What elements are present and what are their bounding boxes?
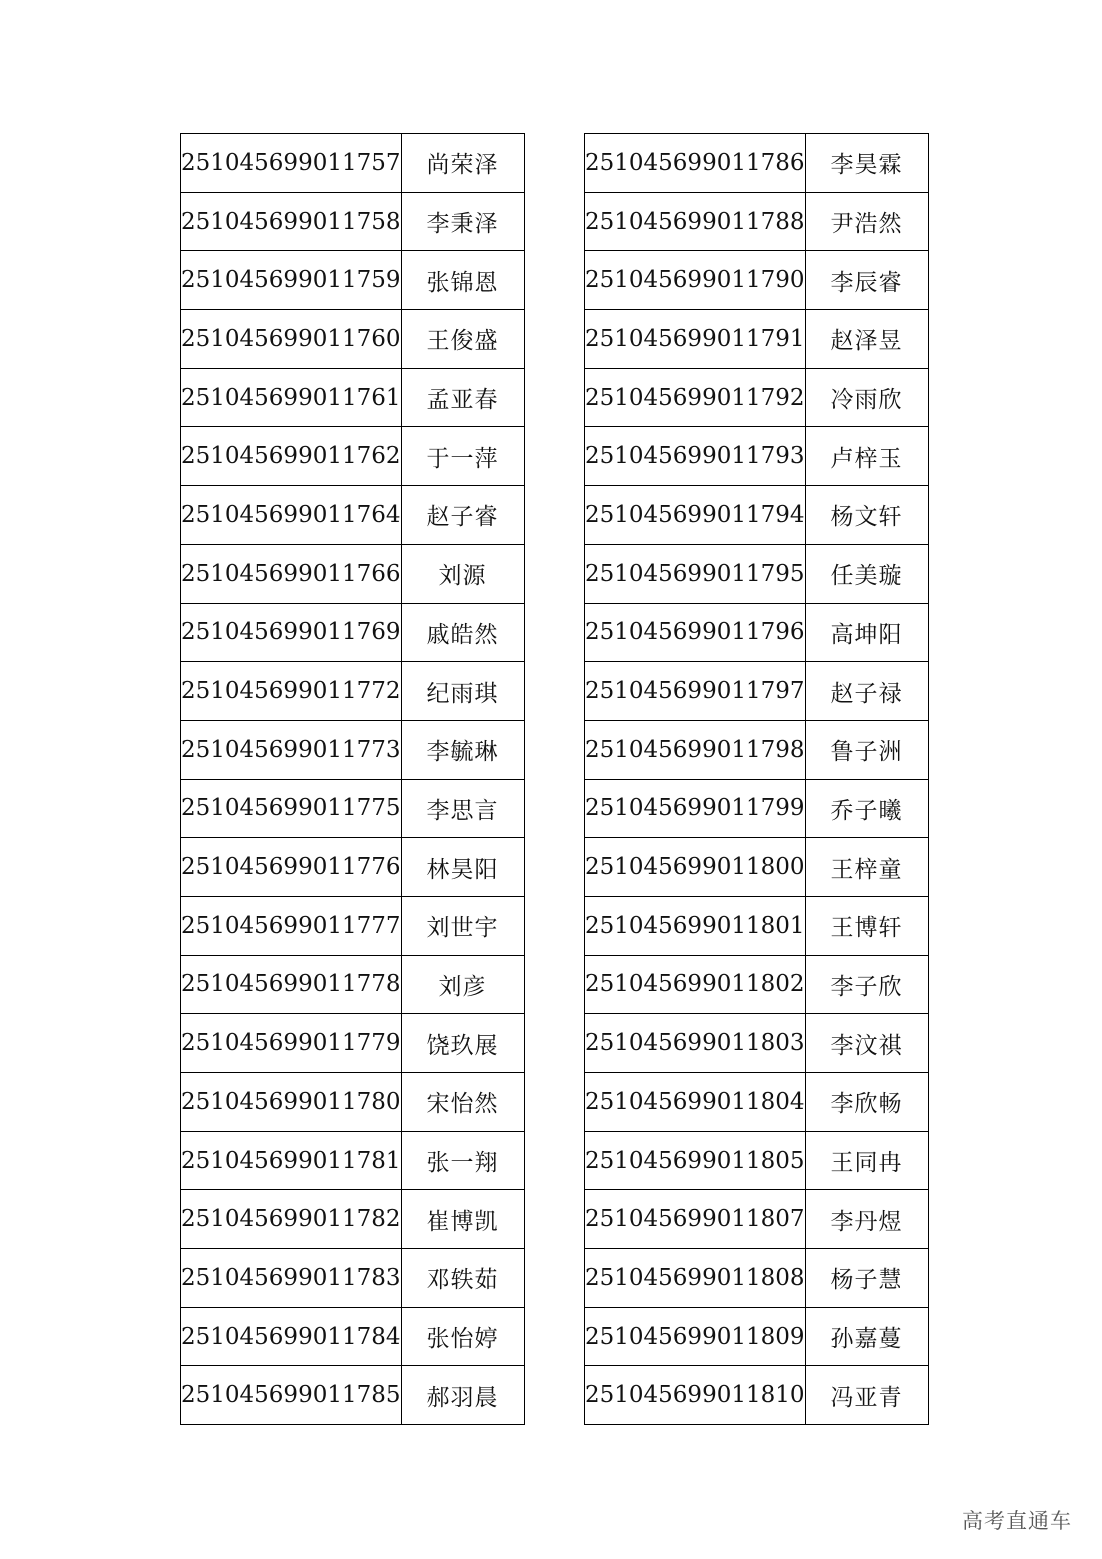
- candidate-name-cell: 饶玖展: [401, 1014, 524, 1073]
- candidate-id-cell: 251045699011791: [585, 310, 806, 369]
- candidate-name-cell: 李辰睿: [805, 251, 928, 310]
- candidate-id-cell: 251045699011790: [585, 251, 806, 310]
- candidate-name-cell: 杨文轩: [805, 486, 928, 545]
- roster-table-left: [180, 133, 525, 1425]
- candidate-id-cell: 251045699011794: [585, 486, 806, 545]
- candidate-name-cell: 任美璇: [805, 544, 928, 603]
- candidate-name-cell: 李昊霖: [805, 134, 928, 193]
- candidate-name-cell: 王俊盛: [401, 310, 524, 369]
- table-row: [181, 955, 525, 1014]
- candidate-name-cell: 崔博凯: [401, 1190, 524, 1249]
- candidate-name-cell: 林昊阳: [401, 838, 524, 897]
- candidate-name-cell: 李汶祺: [805, 1014, 928, 1073]
- table-row: [585, 1131, 929, 1190]
- candidate-name-cell: 张锦恩: [401, 251, 524, 310]
- table-row: [585, 955, 929, 1014]
- table-row: [181, 1073, 525, 1132]
- table-row: [181, 544, 525, 603]
- candidate-name-cell: 鲁子洲: [805, 720, 928, 779]
- candidate-name-cell: 王梓童: [805, 838, 928, 897]
- table-row: [181, 192, 525, 251]
- candidate-id-cell: 251045699011783: [181, 1249, 402, 1308]
- candidate-name-cell: 赵泽昱: [805, 310, 928, 369]
- candidate-name-cell: 郝羽晨: [401, 1366, 524, 1425]
- candidate-id-cell: 251045699011795: [585, 544, 806, 603]
- table-row: [181, 368, 525, 427]
- candidate-name-cell: 高坤阳: [805, 603, 928, 662]
- candidate-id-cell: 251045699011762: [181, 427, 402, 486]
- candidate-id-cell: 251045699011809: [585, 1307, 806, 1366]
- candidate-name-cell: 刘世宇: [401, 896, 524, 955]
- table-row: [181, 662, 525, 721]
- table-row: [585, 1073, 929, 1132]
- candidate-id-cell: 251045699011766: [181, 544, 402, 603]
- table-row: [181, 1190, 525, 1249]
- candidate-id-cell: 251045699011800: [585, 838, 806, 897]
- table-row: [585, 486, 929, 545]
- candidate-id-cell: 251045699011810: [585, 1366, 806, 1425]
- candidate-name-cell: 王同冉: [805, 1131, 928, 1190]
- candidate-name-cell: 乔子曦: [805, 779, 928, 838]
- table-row: [585, 779, 929, 838]
- table-row: [181, 427, 525, 486]
- table-row: [181, 310, 525, 369]
- candidate-name-cell: 冷雨欣: [805, 368, 928, 427]
- table-row: [181, 1307, 525, 1366]
- table-row: [585, 134, 929, 193]
- candidate-name-cell: 邓轶茹: [401, 1249, 524, 1308]
- candidate-name-cell: 杨子慧: [805, 1249, 928, 1308]
- table-row: [585, 1249, 929, 1308]
- candidate-name-cell: 孙嘉蔓: [805, 1307, 928, 1366]
- candidate-id-cell: 251045699011775: [181, 779, 402, 838]
- candidate-id-cell: 251045699011757: [181, 134, 402, 193]
- table-row: [181, 603, 525, 662]
- candidate-id-cell: 251045699011784: [181, 1307, 402, 1366]
- watermark-text: 高考直通车: [962, 1509, 1072, 1533]
- table-row: [585, 427, 929, 486]
- table-row: [585, 192, 929, 251]
- candidate-name-cell: 刘源: [401, 544, 524, 603]
- table-row: [585, 368, 929, 427]
- candidate-name-cell: 戚皓然: [401, 603, 524, 662]
- table-row: [585, 896, 929, 955]
- candidate-id-cell: 251045699011808: [585, 1249, 806, 1308]
- candidate-id-cell: 251045699011777: [181, 896, 402, 955]
- candidate-id-cell: 251045699011778: [181, 955, 402, 1014]
- table-row: [585, 544, 929, 603]
- candidate-id-cell: 251045699011807: [585, 1190, 806, 1249]
- candidate-name-cell: 李思言: [401, 779, 524, 838]
- table-row: [181, 838, 525, 897]
- candidate-id-cell: 251045699011776: [181, 838, 402, 897]
- candidate-name-cell: 刘彦: [401, 955, 524, 1014]
- candidate-name-cell: 纪雨琪: [401, 662, 524, 721]
- candidate-id-cell: 251045699011758: [181, 192, 402, 251]
- table-row: [585, 662, 929, 721]
- table-row: [181, 1249, 525, 1308]
- candidate-id-cell: 251045699011760: [181, 310, 402, 369]
- candidate-id-cell: 251045699011772: [181, 662, 402, 721]
- table-row: [585, 603, 929, 662]
- table-row: [585, 1190, 929, 1249]
- table-row: [585, 251, 929, 310]
- table-row: [181, 486, 525, 545]
- candidate-id-cell: 251045699011802: [585, 955, 806, 1014]
- candidate-id-cell: 251045699011781: [181, 1131, 402, 1190]
- candidate-id-cell: 251045699011801: [585, 896, 806, 955]
- candidate-name-cell: 王博轩: [805, 896, 928, 955]
- candidate-name-cell: 李子欣: [805, 955, 928, 1014]
- candidate-id-cell: 251045699011779: [181, 1014, 402, 1073]
- table-row: [181, 896, 525, 955]
- table-row: [585, 838, 929, 897]
- candidate-name-cell: 李欣畅: [805, 1073, 928, 1132]
- table-row: [181, 251, 525, 310]
- candidate-name-cell: 赵子睿: [401, 486, 524, 545]
- candidate-id-cell: 251045699011797: [585, 662, 806, 721]
- roster-table-right: [584, 133, 929, 1425]
- candidate-id-cell: 251045699011798: [585, 720, 806, 779]
- candidate-name-cell: 冯亚青: [805, 1366, 928, 1425]
- candidate-id-cell: 251045699011764: [181, 486, 402, 545]
- table-row: [181, 1366, 525, 1425]
- candidate-name-cell: 孟亚春: [401, 368, 524, 427]
- candidate-name-cell: 李秉泽: [401, 192, 524, 251]
- table-row: [585, 1307, 929, 1366]
- table-row: [181, 720, 525, 779]
- candidate-id-cell: 251045699011769: [181, 603, 402, 662]
- table-row: [181, 1014, 525, 1073]
- table-row: [585, 1366, 929, 1425]
- candidate-name-cell: 尚荣泽: [401, 134, 524, 193]
- candidate-id-cell: 251045699011796: [585, 603, 806, 662]
- table-row: [181, 1131, 525, 1190]
- candidate-name-cell: 尹浩然: [805, 192, 928, 251]
- candidate-name-cell: 于一萍: [401, 427, 524, 486]
- candidate-id-cell: 251045699011793: [585, 427, 806, 486]
- candidate-id-cell: 251045699011759: [181, 251, 402, 310]
- candidate-id-cell: 251045699011782: [181, 1190, 402, 1249]
- candidate-name-cell: 张一翔: [401, 1131, 524, 1190]
- candidate-id-cell: 251045699011773: [181, 720, 402, 779]
- candidate-id-cell: 251045699011799: [585, 779, 806, 838]
- candidate-id-cell: 251045699011780: [181, 1073, 402, 1132]
- candidate-name-cell: 李丹煜: [805, 1190, 928, 1249]
- candidate-id-cell: 251045699011792: [585, 368, 806, 427]
- candidate-id-cell: 251045699011786: [585, 134, 806, 193]
- candidate-name-cell: 赵子禄: [805, 662, 928, 721]
- candidate-id-cell: 251045699011761: [181, 368, 402, 427]
- candidate-name-cell: 李毓琳: [401, 720, 524, 779]
- candidate-id-cell: 251045699011785: [181, 1366, 402, 1425]
- table-row: [181, 779, 525, 838]
- candidate-name-cell: 卢梓玉: [805, 427, 928, 486]
- candidate-name-cell: 宋怡然: [401, 1073, 524, 1132]
- table-row: [585, 310, 929, 369]
- table-row: [181, 134, 525, 193]
- candidate-name-cell: 张怡婷: [401, 1307, 524, 1366]
- candidate-id-cell: 251045699011788: [585, 192, 806, 251]
- table-row: [585, 1014, 929, 1073]
- table-row: [585, 720, 929, 779]
- candidate-id-cell: 251045699011803: [585, 1014, 806, 1073]
- candidate-id-cell: 251045699011804: [585, 1073, 806, 1132]
- candidate-id-cell: 251045699011805: [585, 1131, 806, 1190]
